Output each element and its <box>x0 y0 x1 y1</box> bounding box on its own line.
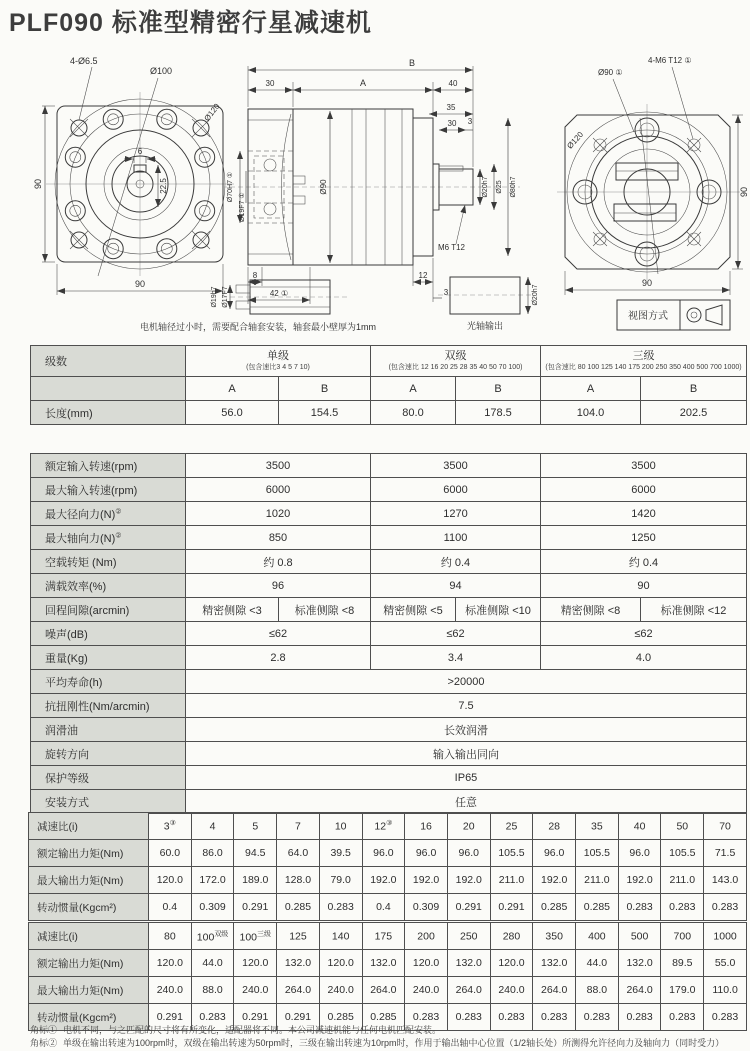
stage-name: 单级 <box>267 350 289 362</box>
rated-torque-cell: 94.5 <box>234 840 277 867</box>
inertia-cell: 0.309 <box>405 894 448 921</box>
rated-torque-cell: 44.0 <box>191 950 234 977</box>
inertia-cell: 0.4 <box>149 894 192 921</box>
bushing-dia2-label: Ø17F7 <box>222 286 229 308</box>
spec-value-cell: 154.5 <box>279 401 371 425</box>
rated-torque-cell: 120.0 <box>234 950 277 977</box>
inertia-cell: 0.309 <box>191 894 234 921</box>
spec-ab-cell: A <box>371 377 456 401</box>
rated-torque-cell: 44.0 <box>576 950 619 977</box>
spec-ab-cell: B <box>279 377 371 401</box>
spec-value-cell: 约 0.8 <box>186 550 371 574</box>
spec-value-cell: 1020 <box>186 502 371 526</box>
front-view-drawing <box>33 56 234 295</box>
ratio-row-label: 减速比(i) <box>29 923 149 950</box>
spec-header-row <box>31 346 747 377</box>
spec-value-cell: 90 <box>541 574 747 598</box>
stage-ratios: (包含速比 80 100 125 140 175 200 250 350 400 500 700 1000) <box>545 364 742 371</box>
ratio-row-label: 最大输出力矩(Nm) <box>29 867 149 894</box>
spec-row <box>31 694 747 718</box>
spec-row-label: 满载效率(%) <box>31 574 186 598</box>
front-key-height-dim: 22.5 <box>159 178 168 194</box>
inertia-cell: 0.4 <box>362 894 405 921</box>
spec-value-cell: 3500 <box>371 454 541 478</box>
rated-torque-cell: 105.5 <box>576 840 619 867</box>
max-torque-cell: 88.0 <box>576 977 619 1004</box>
rated-torque-cell: 71.5 <box>704 840 747 867</box>
spec-value-cell: 3.4 <box>371 646 541 670</box>
side-shaft-dia-label: Ø20h7 <box>482 176 489 198</box>
spec-row <box>31 766 747 790</box>
rated-torque-cell: 105.5 <box>490 840 533 867</box>
rated-torque-cell: 96.0 <box>405 840 448 867</box>
max-torque-cell: 79.0 <box>319 867 362 894</box>
spec-row-label: 润滑油 <box>31 718 186 742</box>
inertia-cell: 0.283 <box>661 894 704 921</box>
max-torque-cell: 240.0 <box>490 977 533 1004</box>
spec-row <box>31 454 747 478</box>
ratio-cell: 20 <box>447 813 490 840</box>
max-torque-cell: 211.0 <box>661 867 704 894</box>
rated-torque-cell: 120.0 <box>149 950 192 977</box>
spec-row-label: 平均寿命(h) <box>31 670 186 694</box>
max-torque-cell: 143.0 <box>704 867 747 894</box>
rated-torque-cell: 132.0 <box>618 950 661 977</box>
spec-value-cell: 标准侧隙 <12 <box>641 598 747 622</box>
side-view-drawing <box>222 58 520 304</box>
ratio-row-label: 额定输出力矩(Nm) <box>29 840 149 867</box>
view-method-label: 视图方式 <box>628 311 668 322</box>
spec-row <box>31 550 747 574</box>
ratio-cell: 140 <box>319 923 362 950</box>
spec-value-cell: 约 0.4 <box>371 550 541 574</box>
footnote-tag: 角标② <box>30 1038 58 1048</box>
max-torque-cell: 110.0 <box>704 977 747 1004</box>
inertia-cell: 0.283 <box>533 1004 576 1031</box>
bushing-note: 电机轴径过小时，需要配合轴套安装，轴套最小壁厚为1mm <box>140 322 377 332</box>
spec-value-cell: 178.5 <box>456 401 541 425</box>
spec-value-cell: 标准侧隙 <10 <box>456 598 541 622</box>
spec-row-label: 空载转矩 (Nm) <box>31 550 186 574</box>
side-body-dia-label: Ø90 <box>319 179 328 195</box>
footnote-tag: 角标① <box>30 1025 58 1035</box>
ratio-cell: 250 <box>447 923 490 950</box>
inertia-cell: 0.283 <box>447 1004 490 1031</box>
inertia-cell: 0.283 <box>661 1004 704 1031</box>
spec-value-cell: 3500 <box>541 454 747 478</box>
spec-value-cell: 长效润滑 <box>186 718 747 742</box>
ratio-cell: 25 <box>490 813 533 840</box>
side-bore2-label: Ø19F7 ① <box>239 192 246 222</box>
spec-stage-group-cell <box>371 346 541 377</box>
ratio-cell: 350 <box>533 923 576 950</box>
inertia-cell: 0.291 <box>277 1004 320 1031</box>
spec-value-cell: 2.8 <box>186 646 371 670</box>
ratio-row-label: 减速比(i) <box>29 813 149 840</box>
plain-shaft-label: 光轴输出 <box>466 321 504 331</box>
inertia-cell: 0.291 <box>490 894 533 921</box>
ratio-cell: 700 <box>661 923 704 950</box>
inertia-cell: 0.291 <box>149 1004 192 1031</box>
side-bore1-label: Ø70H7 ① <box>227 171 234 203</box>
stage-name: 双级 <box>444 350 467 362</box>
spec-ab-cell: A <box>186 377 279 401</box>
rear-width-dim: 90 <box>641 278 653 288</box>
spec-value-cell: 精密侧隙 <3 <box>186 598 279 622</box>
clamp-slot-bottom <box>614 204 676 221</box>
spec-length-row <box>31 401 747 425</box>
spec-value-cell: 96 <box>186 574 371 598</box>
side-dim-30b: 30 <box>447 119 457 128</box>
ratio-cell: 5 <box>234 813 277 840</box>
ratio-row-label: 额定输出力矩(Nm) <box>29 950 149 977</box>
spec-value-cell: 6000 <box>371 478 541 502</box>
ratio-cell: 70 <box>704 813 747 840</box>
max-torque-cell: 211.0 <box>576 867 619 894</box>
inertia-cell: 0.285 <box>576 894 619 921</box>
rear-view-drawing <box>557 56 749 295</box>
inertia-cell: 0.291 <box>234 894 277 921</box>
rear-screw-holes-label: 4-M6 T12 ① <box>648 56 692 65</box>
max-torque-cell: 240.0 <box>319 977 362 1004</box>
rated-torque-cell: 120.0 <box>490 950 533 977</box>
max-torque-cell: 240.0 <box>149 977 192 1004</box>
max-torque-cell: 120.0 <box>149 867 192 894</box>
max-torque-row <box>29 867 747 894</box>
bushing-detail-drawing <box>140 280 376 333</box>
ratio-cell: 7 <box>277 813 320 840</box>
ratio-cell: 40 <box>618 813 661 840</box>
spec-row <box>31 574 747 598</box>
inertia-cell: 0.291 <box>234 1004 277 1031</box>
ratio-cell: 200 <box>405 923 448 950</box>
spec-row-label: 额定输入转速(rpm) <box>31 454 186 478</box>
footnotes <box>30 1024 724 1050</box>
spec-value-cell: 1270 <box>371 502 541 526</box>
inertia-cell: 0.285 <box>319 1004 362 1031</box>
ratio-cell: 10 <box>319 813 362 840</box>
max-torque-cell: 264.0 <box>277 977 320 1004</box>
max-torque-cell: 192.0 <box>618 867 661 894</box>
max-torque-cell: 192.0 <box>362 867 405 894</box>
page-title: PLF090 标准型精密行星减速机 <box>9 9 372 37</box>
inertia-cell: 0.283 <box>618 1004 661 1031</box>
spec-row-label: 抗扭刚性(Nm/arcmin) <box>31 694 186 718</box>
max-torque-cell: 192.0 <box>533 867 576 894</box>
max-torque-cell: 192.0 <box>405 867 448 894</box>
stage-ratios: (包含速比 12 16 20 25 28 35 40 50 70 100) <box>388 364 523 371</box>
stage-ratios: (包含速比3 4 5 7 10) <box>246 364 310 371</box>
spacer-cell <box>31 425 747 454</box>
max-torque-row <box>29 977 747 1004</box>
inertia-cell: 0.283 <box>704 1004 747 1031</box>
rated-torque-cell: 132.0 <box>447 950 490 977</box>
spec-row <box>31 622 747 646</box>
spec-ab-cell: B <box>641 377 747 401</box>
spec-row <box>31 790 747 814</box>
spec-value-cell: 202.5 <box>641 401 747 425</box>
max-torque-cell: 264.0 <box>618 977 661 1004</box>
spec-value-cell: 精密侧隙 <5 <box>371 598 456 622</box>
max-torque-cell: 211.0 <box>490 867 533 894</box>
max-torque-cell: 264.0 <box>362 977 405 1004</box>
max-torque-cell: 172.0 <box>191 867 234 894</box>
ratio-cell: 12③ <box>362 813 405 840</box>
spec-value-cell: 标准侧隙 <8 <box>279 598 371 622</box>
ratio-row-label: 转动惯量(Kgcm²) <box>29 894 149 921</box>
side-dim-3a: 3 <box>467 117 473 126</box>
spec-value-cell: 任意 <box>186 790 747 814</box>
spec-row-label: 安装方式 <box>31 790 186 814</box>
spec-row-label: 保护等级 <box>31 766 186 790</box>
spec-table <box>30 345 747 814</box>
spec-subheader-label-cell <box>31 377 186 401</box>
plain-shaft-dia-label: Ø20h7 <box>532 284 539 306</box>
ratio-cell: 4 <box>191 813 234 840</box>
front-corner-holes-label: 4-Ø6.5 <box>70 56 98 66</box>
spec-row <box>31 742 747 766</box>
ratio-header-row <box>29 813 747 840</box>
spec-value-cell: 104.0 <box>541 401 641 425</box>
rated-torque-cell: 55.0 <box>704 950 747 977</box>
ratio-cell: 3③ <box>149 813 192 840</box>
inertia-cell: 0.283 <box>191 1004 234 1031</box>
spec-row-label: 最大径向力(N)② <box>31 502 186 526</box>
max-torque-cell: 128.0 <box>277 867 320 894</box>
ratio-cell: 175 <box>362 923 405 950</box>
rated-torque-cell: 96.0 <box>618 840 661 867</box>
spec-row-label: 噪声(dB) <box>31 622 186 646</box>
rear-outer-dia-label: Ø120 <box>565 130 586 151</box>
ratio-cell: 80 <box>149 923 192 950</box>
spec-value-cell: ≤62 <box>541 622 747 646</box>
side-body-len-dim: A <box>359 78 367 88</box>
inertia-cell: 0.283 <box>618 894 661 921</box>
spec-row-label: 回程间隙(arcmin) <box>31 598 186 622</box>
rated-torque-cell: 132.0 <box>533 950 576 977</box>
side-pilot-dia-label: Ø80h7 <box>510 176 517 198</box>
spec-value-cell: 4.0 <box>541 646 747 670</box>
ratio-cell: $100^{三级}$ <box>234 923 277 950</box>
spec-row <box>31 478 747 502</box>
spec-value-cell: 6000 <box>186 478 371 502</box>
rated-torque-cell: 96.0 <box>533 840 576 867</box>
footnote-line <box>30 1024 724 1037</box>
ratio-cell: 35 <box>576 813 619 840</box>
ratio-cell: 500 <box>618 923 661 950</box>
spec-value-cell: ≤62 <box>371 622 541 646</box>
rated-torque-cell: 96.0 <box>362 840 405 867</box>
rated-torque-cell: 132.0 <box>277 950 320 977</box>
front-bolt-circle-label: Ø100 <box>150 66 173 76</box>
projection-symbol-icon <box>687 305 722 325</box>
spec-value-cell: 约 0.4 <box>541 550 747 574</box>
front-key-width-dim: 6 <box>137 147 143 156</box>
spec-value-cell: 850 <box>186 526 371 550</box>
rated-torque-cell: 132.0 <box>362 950 405 977</box>
ratio-cell: $100^{双级}$ <box>191 923 234 950</box>
rated-torque-cell: 86.0 <box>191 840 234 867</box>
stage-name: 三级 <box>632 350 655 362</box>
spec-row-label: 最大轴向力(N)② <box>31 526 186 550</box>
footnote-line <box>30 1037 724 1050</box>
side-shoulder-dia-label: Ø25 <box>496 180 503 194</box>
inertia-cell: 0.291 <box>447 894 490 921</box>
spec-ab-cell: B <box>456 377 541 401</box>
side-input-len-dim: 30 <box>265 79 275 88</box>
rated-torque-cell: 39.5 <box>319 840 362 867</box>
spec-value-cell: 7.5 <box>186 694 747 718</box>
side-tap-note: M6 T12 <box>438 243 465 252</box>
spec-row <box>31 718 747 742</box>
footnote-text: 电机不同，与之匹配的尺寸将有所变化，适配器将不同。本公司减速机能与任何电机匹配安装。 <box>63 1025 442 1035</box>
spec-subheader-row <box>31 377 747 401</box>
spec-row <box>31 502 747 526</box>
plain-shaft-detail-drawing <box>438 277 539 331</box>
max-torque-cell: 264.0 <box>533 977 576 1004</box>
max-torque-cell: 240.0 <box>405 977 448 1004</box>
inertia-cell: 0.285 <box>533 894 576 921</box>
inertia-cell: 0.283 <box>319 894 362 921</box>
spec-stage-group-cell <box>541 346 747 377</box>
bushing-dia1-label: Ø19h7 <box>211 286 218 308</box>
spec-value-cell: 1100 <box>371 526 541 550</box>
max-torque-cell: 179.0 <box>661 977 704 1004</box>
side-dim-12: 12 <box>418 271 428 280</box>
max-torque-cell: 88.0 <box>191 977 234 1004</box>
spec-value-cell: IP65 <box>186 766 747 790</box>
ratio-cell: 125 <box>277 923 320 950</box>
side-shaft-len-dim: 40 <box>448 79 458 88</box>
footnote-text: 单级在输出转速为100rpm时，双级在输出转速为50rpm时，三级在输出转速为10rpm时，作用于输出轴中心位置（1/2轴长处）所测得允许径向力及轴向力（同时受力） <box>63 1038 725 1048</box>
side-dim-3b: 3 <box>443 288 449 297</box>
ratio-table-2 <box>28 922 747 1031</box>
spec-value-cell: 56.0 <box>186 401 279 425</box>
ratio-cell: 28 <box>533 813 576 840</box>
rated-torque-cell: 120.0 <box>319 950 362 977</box>
inertia-cell: 0.283 <box>576 1004 619 1031</box>
rated-torque-row <box>29 950 747 977</box>
max-torque-cell: 240.0 <box>234 977 277 1004</box>
ratio-row-label: 最大输出力矩(Nm) <box>29 977 149 1004</box>
front-outer-dia-label: Ø120 <box>202 101 222 123</box>
ratio-cell: 1000 <box>704 923 747 950</box>
spec-value-cell: 94 <box>371 574 541 598</box>
rated-torque-cell: 96.0 <box>447 840 490 867</box>
inertia-cell: 0.285 <box>362 1004 405 1031</box>
front-width-dim: 90 <box>134 279 146 289</box>
inertia-cell: 0.285 <box>277 894 320 921</box>
inertia-cell: 0.283 <box>704 894 747 921</box>
ratio-cell: 280 <box>490 923 533 950</box>
spec-row-label: 长度(mm) <box>31 401 186 425</box>
ratio-cell: 400 <box>576 923 619 950</box>
ratio-table-1 <box>28 812 747 921</box>
spec-value-cell: 80.0 <box>371 401 456 425</box>
spec-value-cell: ≤62 <box>186 622 371 646</box>
side-overall-dim: B <box>408 58 416 68</box>
spec-header-label-cell: 级数 <box>31 346 186 377</box>
spec-value-cell: >20000 <box>186 670 747 694</box>
side-dim-35: 35 <box>446 103 456 112</box>
side-dim-8: 8 <box>252 271 258 280</box>
rated-torque-cell: 64.0 <box>277 840 320 867</box>
spec-stage-group-cell <box>186 346 371 377</box>
spec-row-label: 最大输入转速(rpm) <box>31 478 186 502</box>
max-torque-cell: 189.0 <box>234 867 277 894</box>
inertia-cell: 0.283 <box>490 1004 533 1031</box>
front-height-dim: 90 <box>33 178 43 190</box>
ratio-header-row <box>29 923 747 950</box>
rear-pilot-label: Ø90 ① <box>598 68 623 77</box>
spec-row-label: 重量(Kg) <box>31 646 186 670</box>
max-torque-cell: 192.0 <box>447 867 490 894</box>
spec-value-cell: 1250 <box>541 526 747 550</box>
spec-value-cell: 输入输出同向 <box>186 742 747 766</box>
rated-torque-cell: 120.0 <box>405 950 448 977</box>
spec-spacer-row <box>31 425 747 454</box>
spec-row <box>31 526 747 550</box>
rated-torque-cell: 105.5 <box>661 840 704 867</box>
side-dim-42: 42 ① <box>269 289 289 298</box>
inertia-cell: 0.283 <box>405 1004 448 1031</box>
rated-torque-row <box>29 840 747 867</box>
spec-row-label: 旋转方向 <box>31 742 186 766</box>
spec-ab-cell: A <box>541 377 641 401</box>
spec-backlash-row <box>31 598 747 622</box>
spec-value-cell: 6000 <box>541 478 747 502</box>
spec-value-cell: 1420 <box>541 502 747 526</box>
rear-height-dim: 90 <box>739 186 749 198</box>
spec-value-cell: 精密侧隙 <8 <box>541 598 641 622</box>
rated-torque-cell: 89.5 <box>661 950 704 977</box>
technical-drawings <box>0 52 750 342</box>
max-torque-cell: 264.0 <box>447 977 490 1004</box>
inertia-row <box>29 894 747 921</box>
ratio-row-label: 转动惯量(Kgcm²) <box>29 1004 149 1031</box>
spec-row <box>31 670 747 694</box>
rated-torque-cell: 60.0 <box>149 840 192 867</box>
view-method-box <box>617 300 730 330</box>
ratio-cell: 16 <box>405 813 448 840</box>
ratio-cell: 50 <box>661 813 704 840</box>
spec-row <box>31 646 747 670</box>
spec-value-cell: 3500 <box>186 454 371 478</box>
